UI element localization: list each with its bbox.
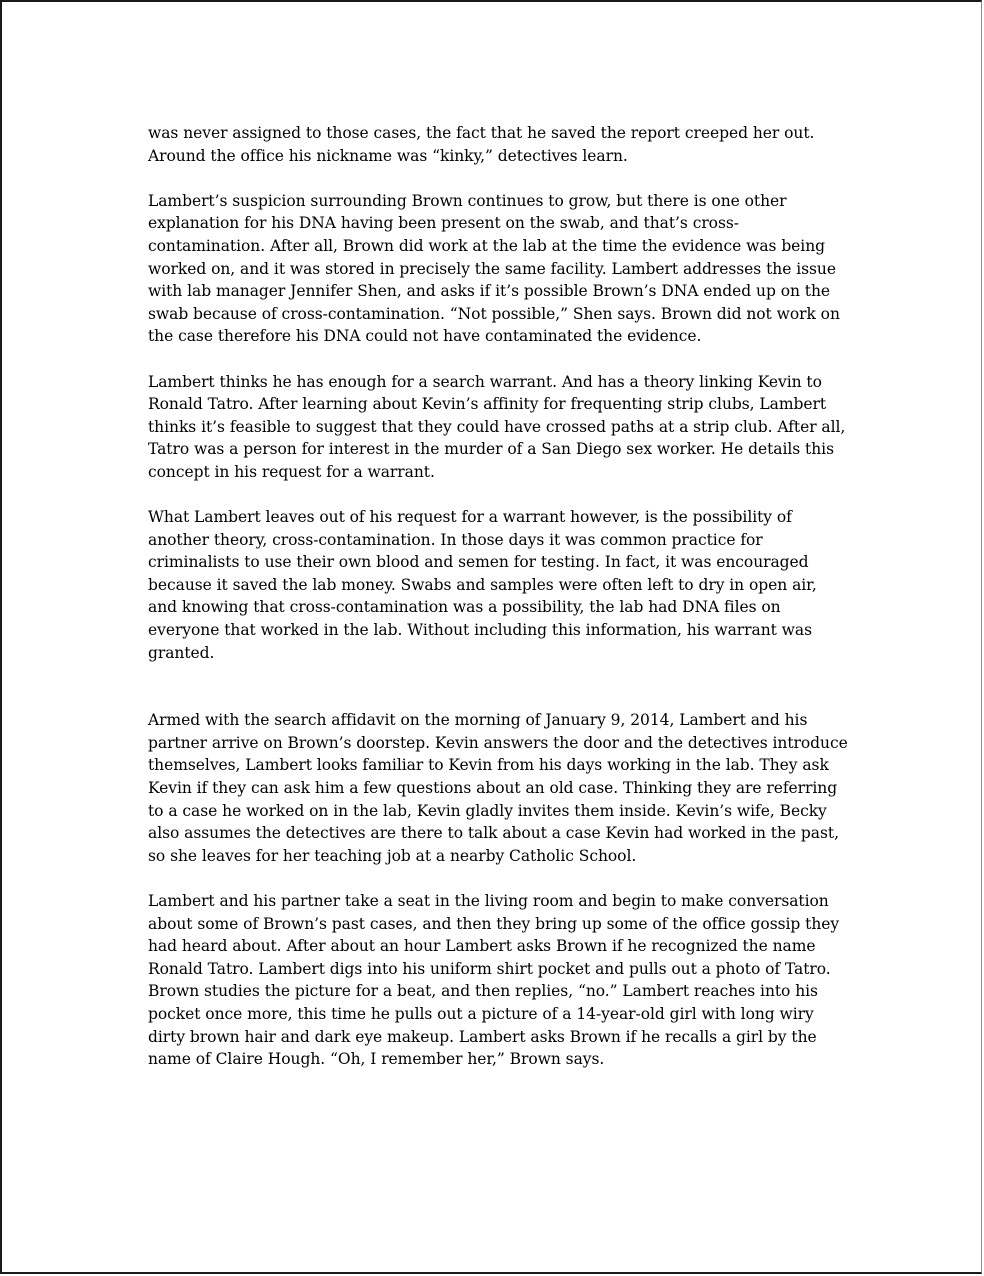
document-body (148, 122, 848, 1071)
paragraph-6: Lambert and his partner take a seat in the living room and begin to make conversation about some of Brown’s past cases, and then they bring up some of the office gossip they had heard about. After about an hour Lambert asks Brown if he recognized the name Ronald Tatro. Lambert digs into his uniform shirt pocket and pulls out a photo of Tatro. Brown studies the picture for a beat, and then replies, “no.” Lambert reaches into his pocket once more, this time he pulls out a picture of a 14-year-old girl with long wiry dirty brown hair and dark eye makeup. Lambert asks Brown if he recalls a girl by the name of Claire Hough. “Oh, I remember her,” Brown says. (148, 892, 840, 1069)
paragraph-1: was never assigned to those cases, the fact that he saved the report creeped her out. Around the office his nickname was “kinky,” detectives learn. (148, 124, 815, 165)
paragraph-2: Lambert’s suspicion surrounding Brown continues to grow, but there is one other explanation for his DNA having been present on the swab, and that’s cross-contamination. After all, Brown did work at the lab at the time the evidence was being worked on, and it was stored in precisely the same facility. Lambert addresses the issue with lab manager Jennifer Shen, and asks if it’s possible Brown’s DNA ended up on the swab because of cross-contamination. “Not possible,” Shen says. Brown did not work on the case therefore his DNA could not have contaminated the evidence. (148, 191, 840, 346)
paragraph-5: Armed with the search affidavit on the morning of January 9, 2014, Lambert and his partner arrive on Brown’s doorstep. Kevin answers the door and the detectives introduce themselves, Lambert looks familiar to Kevin from his days working in the lab. They ask Kevin if they can ask him a few questions about an old case. Thinking they are referring to a case he worked on in the lab, Kevin gladly invites them inside. Kevin’s wife, Becky also assumes the detectives are there to talk about a case Kevin had worked in the past, so she leaves for her teaching job at a nearby Catholic School. (148, 711, 848, 865)
paragraph-3: Lambert thinks he has enough for a search warrant. And has a theory linking Kevin to Ronald Tatro. After learning about Kevin’s affinity for frequenting strip clubs, Lambert thinks it’s feasible to suggest that they could have crossed paths at a strip club. After all, Tatro was a person for interest in the murder of a San Diego sex worker. He details this concept in his request for a warrant. (148, 372, 846, 481)
paragraph-4: What Lambert leaves out of his request for a warrant however, is the possibility of another theory, cross-contamination. In those days it was common practice for criminalists to use their own blood and semen for testing. In fact, it was encouraged because it saved the lab money. Swabs and samples were often left to dry in open air, and knowing that cross-contamination was a possibility, the lab had DNA files on everyone that worked in the lab. Without including this information, his warrant was granted. (148, 508, 817, 662)
